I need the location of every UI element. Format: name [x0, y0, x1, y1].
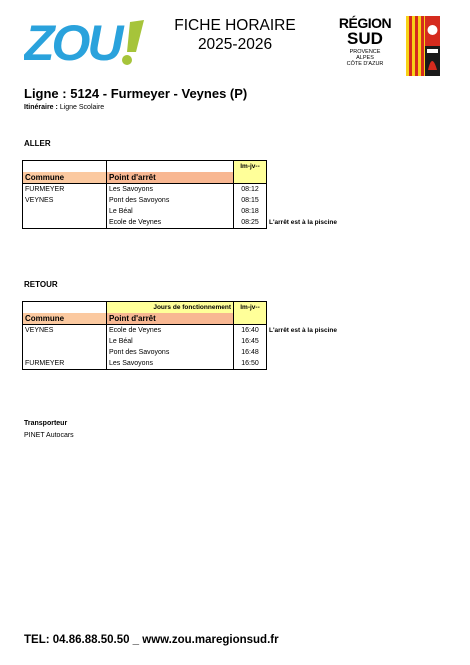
table-row: [23, 325, 387, 337]
table-row: [23, 195, 387, 206]
aller-days-code: lm-jv--: [234, 161, 267, 173]
aller-row-2-note: [267, 195, 387, 206]
region-line-1: RÉGION: [338, 15, 392, 31]
retour-row-3-commune: [23, 347, 107, 358]
region-line-4: ALPES: [356, 55, 374, 61]
region-coat-of-arms: [406, 16, 440, 76]
retour-row-3-time: 16:48: [234, 347, 267, 358]
retour-row-2-stop: Le Béal: [107, 336, 234, 347]
aller-row-4-stop: Ecole de Veynes: [107, 217, 234, 229]
itinerary-value: Ligne Scolaire: [59, 104, 105, 111]
aller-label: ALLER: [24, 139, 51, 148]
retour-row-2-note: [267, 336, 387, 347]
aller-row-1-time: 08:12: [234, 184, 267, 196]
retour-row-4-stop: Les Savoyons: [107, 358, 234, 370]
retour-days-header: Jours de fonctionnement: [107, 302, 234, 314]
retour-row-1-commune: VEYNES: [23, 325, 107, 337]
carrier-label: Transporteur: [24, 420, 68, 427]
table-row: [23, 206, 387, 217]
region-line-3: PROVENCE: [349, 49, 381, 55]
retour-row-3-note: [267, 347, 387, 358]
retour-table: [22, 301, 387, 370]
region-sud-logo: [330, 14, 442, 78]
retour-row-1-note: L'arrêt est à la piscine: [269, 326, 338, 334]
itinerary-label: Itinéraire :: [24, 104, 58, 111]
aller-row-3-commune: [23, 206, 107, 217]
aller-row-2-commune: VEYNES: [23, 195, 107, 206]
title-line-1: FICHE HORAIRE: [174, 17, 296, 34]
svg-text:ZOU: ZOU: [24, 18, 121, 66]
line-title: Ligne : 5124 - Furmeyer - Veynes (P): [24, 86, 248, 101]
aller-col-stop: Point d'arrêt: [107, 172, 234, 184]
retour-row-4-note: [267, 358, 387, 370]
aller-days-spacer: [234, 172, 267, 184]
table-row: [23, 217, 387, 229]
retour-label: RETOUR: [24, 280, 58, 289]
aller-row-4-note: L'arrêt est à la piscine: [269, 219, 338, 227]
aller-row-2-stop: Pont des Savoyons: [107, 195, 234, 206]
region-line-2: SUD: [347, 29, 383, 48]
title-line-2: 2025-2026: [197, 36, 273, 53]
aller-row-1-stop: Les Savoyons: [107, 184, 234, 196]
aller-corner: [23, 161, 107, 173]
aller-days-header: [107, 161, 234, 173]
retour-corner: [23, 302, 107, 314]
aller-row-1-note: [267, 184, 387, 196]
aller-table: [22, 160, 387, 229]
retour-row-2-time: 16:45: [234, 336, 267, 347]
retour-row-1-stop: Ecole de Veynes: [107, 325, 234, 337]
region-line-5: CÔTE D'AZUR: [346, 61, 384, 67]
retour-row-3-stop: Pont des Savoyons: [107, 347, 234, 358]
aller-row-1-commune: FURMEYER: [23, 184, 107, 196]
aller-row-3-stop: Le Béal: [107, 206, 234, 217]
retour-row-4-commune: FURMEYER: [23, 358, 107, 370]
retour-days-spacer: [234, 313, 267, 325]
retour-row-2-commune: [23, 336, 107, 347]
aller-row-3-time: 08:18: [234, 206, 267, 217]
retour-row-1-time: 16:40: [234, 325, 267, 337]
table-row: [23, 184, 387, 196]
table-row: [23, 336, 387, 347]
table-row: [23, 347, 387, 358]
aller-row-3-note: [267, 206, 387, 217]
aller-row-4-time: 08:25: [234, 217, 267, 229]
aller-row-4-commune: [23, 217, 107, 229]
itinerary: [24, 104, 104, 111]
retour-row-4-time: 16:50: [234, 358, 267, 370]
aller-row-2-time: 08:15: [234, 195, 267, 206]
zou-logo: [24, 18, 150, 66]
aller-col-commune: Commune: [23, 172, 107, 184]
retour-col-commune: Commune: [23, 313, 107, 325]
footer-contact: TEL: 04.86.88.50.50 _ www.zou.maregionsud.fr: [24, 634, 279, 646]
retour-col-stop: Point d'arrêt: [107, 313, 234, 325]
carrier-name: PINET Autocars: [24, 432, 74, 439]
document-title: [160, 16, 310, 54]
table-row: [23, 358, 387, 370]
retour-days-code: lm-jv--: [234, 302, 267, 314]
